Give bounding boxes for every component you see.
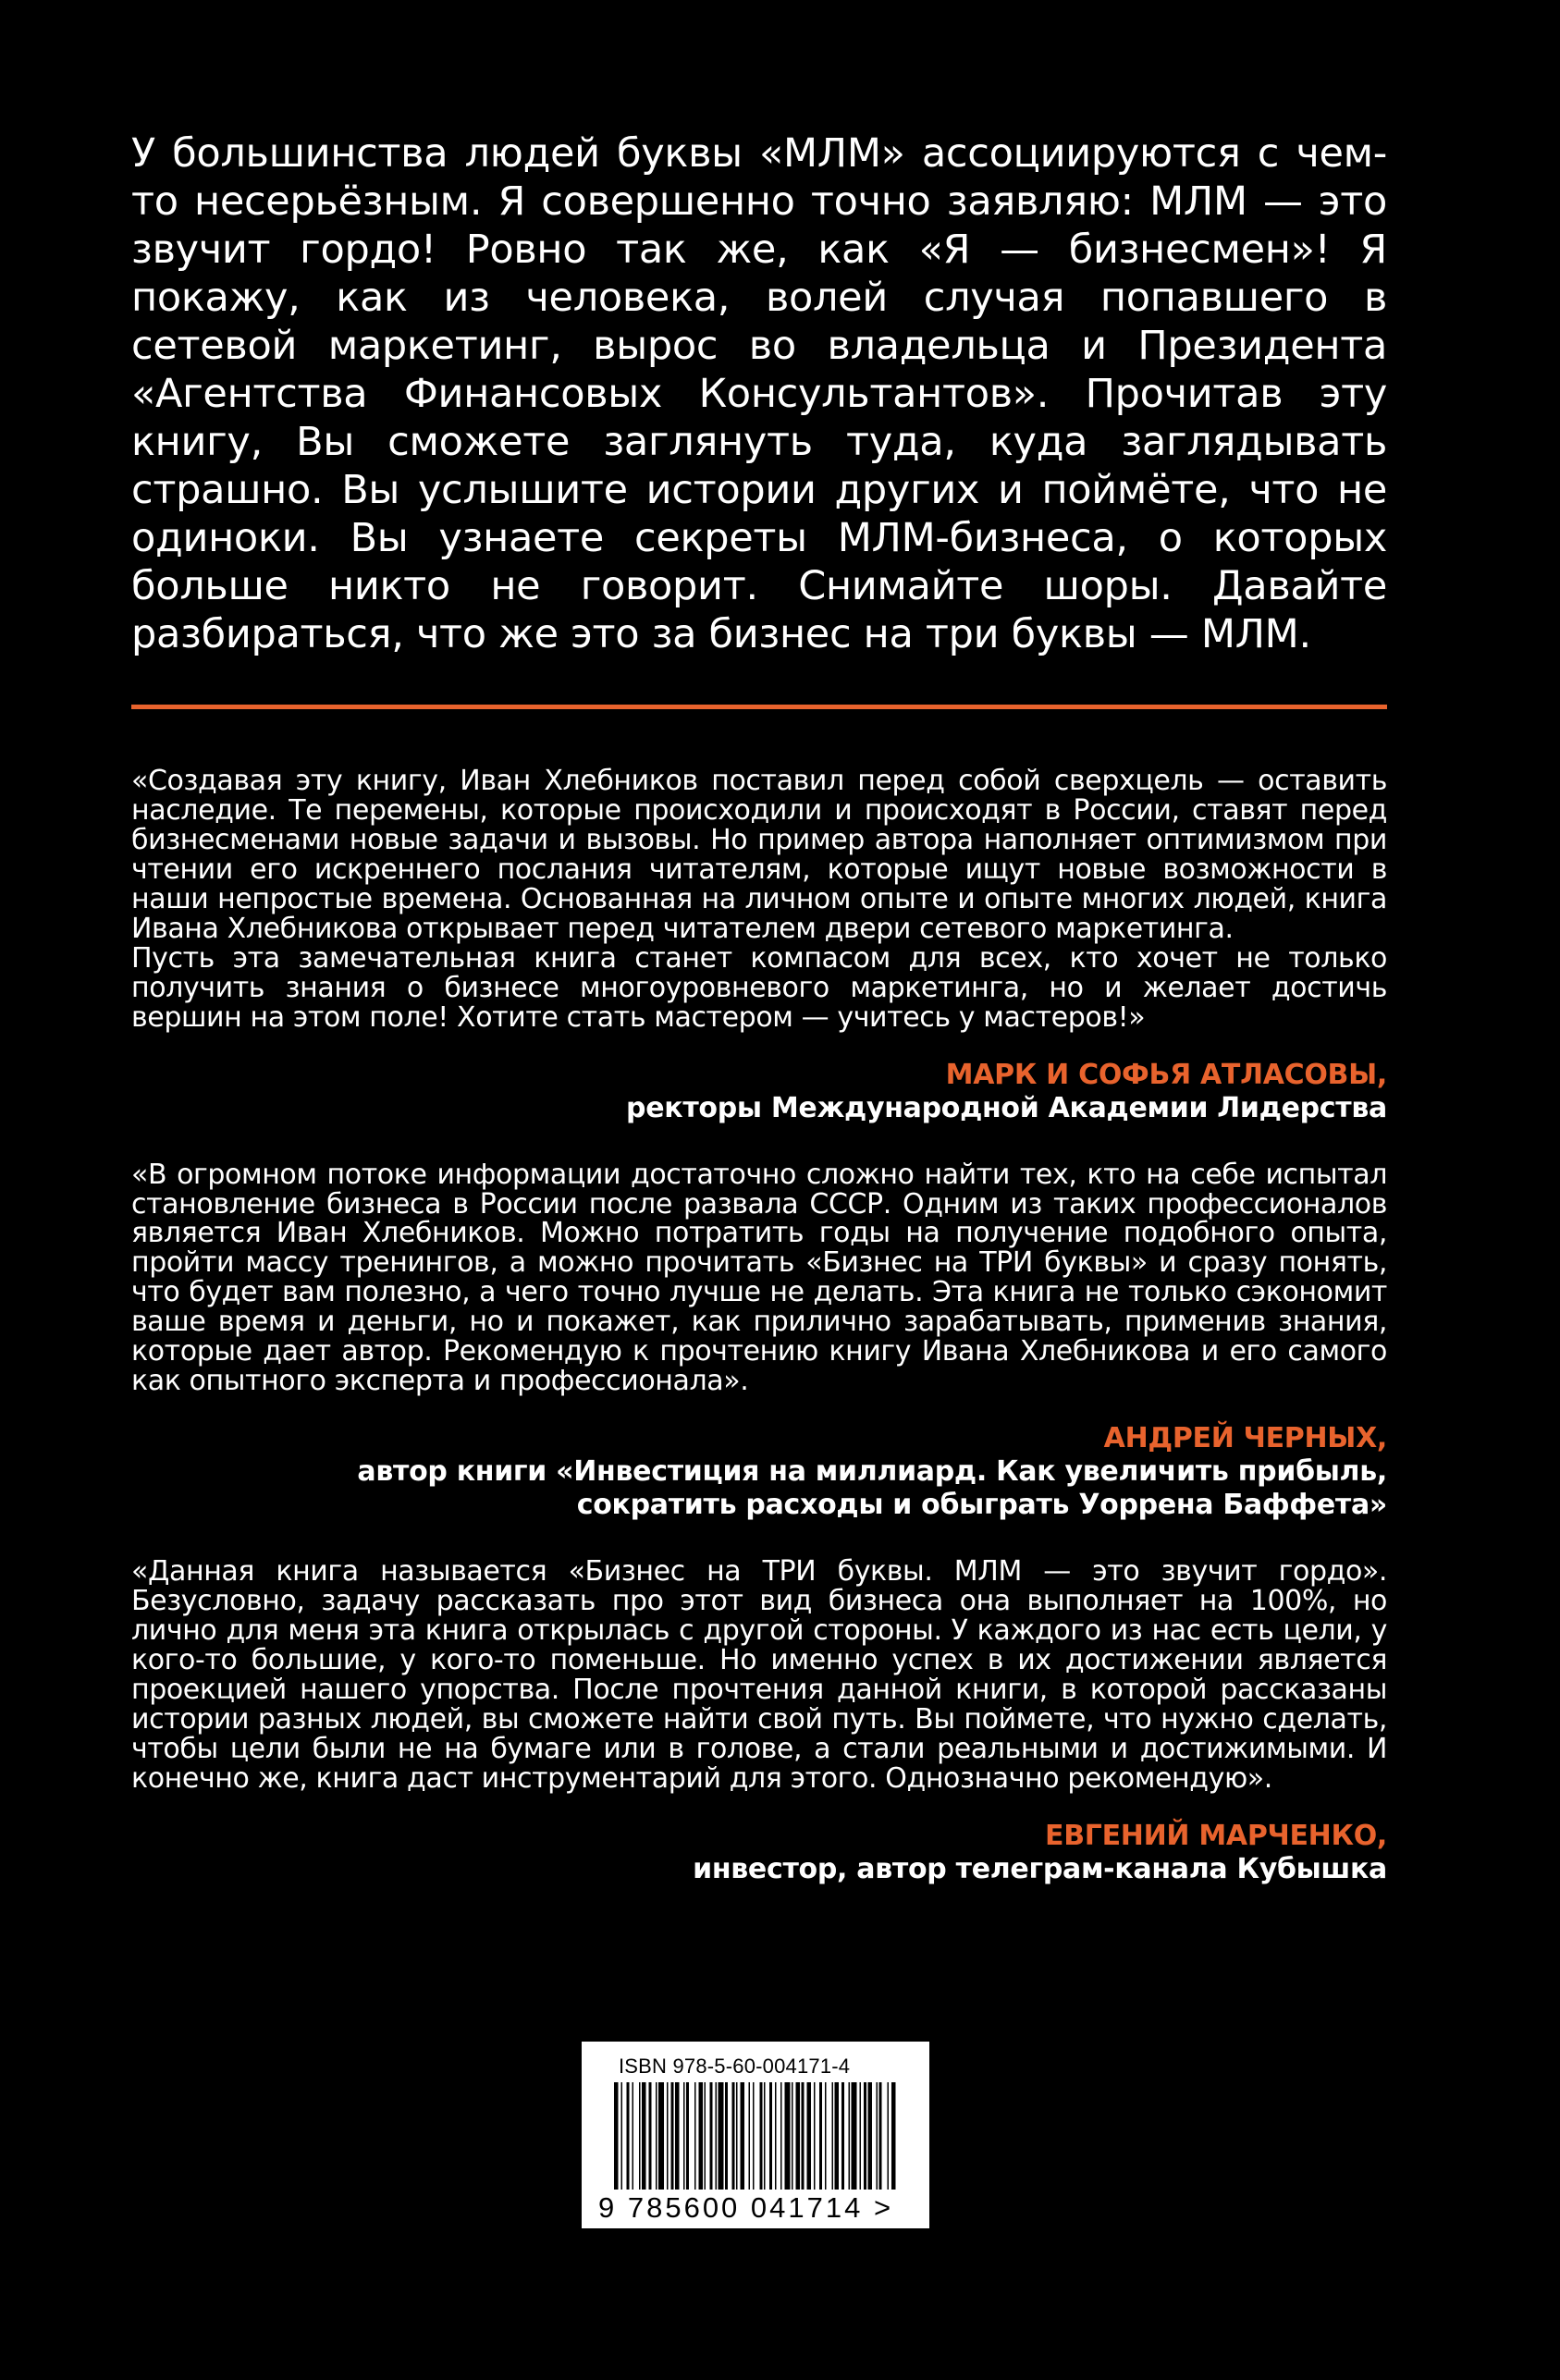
barcode-bar bbox=[780, 2082, 782, 2190]
reviewer-name: АНДРЕЙ ЧЕРНЫХ, bbox=[1103, 1422, 1387, 1455]
barcode-bar bbox=[649, 2082, 652, 2190]
barcode-bar bbox=[656, 2082, 657, 2190]
barcode-bar bbox=[753, 2082, 755, 2190]
barcode-bar bbox=[658, 2082, 664, 2190]
barcode-bar bbox=[614, 2082, 619, 2190]
barcode-bar bbox=[796, 2082, 801, 2190]
reviewer-role-continued: сократить расходы и обыграть Уоррена Баффета» bbox=[576, 1489, 1387, 1522]
barcode-bar bbox=[888, 2082, 890, 2190]
review-text: «Создавая эту книгу, Иван Хлебников поставил перед собой сверхцель — оставить наследие. Те перемены, которые происходили и происходят в России, ставят перед бизнесменами новые задачи и вызовы. Но пример автора наполняет оптимизмом при чтении его искреннего послания читателям, которые ищут новые возможности в наши непростые времена. Основанная на личном опыте и опыте многих людей, книга Ивана Хлебникова открывает перед читателем двери сетевого маркетинга. bbox=[131, 765, 1387, 945]
barcode-bar bbox=[633, 2082, 634, 2190]
review-attribution bbox=[131, 1059, 1387, 1125]
barcode-bar bbox=[741, 2082, 745, 2190]
reviewer-name: ЕВГЕНИЙ МАРЧЕНКО, bbox=[1045, 1819, 1387, 1852]
barcode-bar bbox=[642, 2082, 646, 2190]
isbn-number: ISBN 978-5-60-004171-4 bbox=[619, 2055, 851, 2078]
reviewer-role: автор книги «Инвестиция на миллиард. Как увеличить прибыль, bbox=[357, 1455, 1387, 1489]
barcode-bar bbox=[879, 2082, 882, 2190]
barcode-bar bbox=[852, 2082, 857, 2190]
barcode-bar bbox=[807, 2082, 812, 2190]
reviewer-role: инвестор, автор телеграм-канала Кубышка bbox=[693, 1852, 1387, 1885]
review-text-continued: Пусть эта замечательная книга станет компасом для всех, кто хочет не только получить знания о бизнесе многоуровневого маркетинга, но и желает достичь вершин на этом поле! Хотите стать мастером — учитесь у мастеров!» bbox=[131, 941, 1387, 1034]
barcode-bar bbox=[710, 2082, 713, 2190]
orange-divider bbox=[131, 705, 1387, 709]
barcode-bar bbox=[725, 2082, 728, 2190]
barcode-bar bbox=[749, 2082, 751, 2190]
review-2 bbox=[131, 1160, 1387, 1523]
review-3 bbox=[131, 1557, 1387, 1886]
barcode-digits: 9 785600 041714 > bbox=[598, 2191, 894, 2224]
barcode-bar bbox=[860, 2082, 862, 2190]
review-attribution bbox=[131, 1820, 1387, 1886]
barcode-bar bbox=[819, 2082, 822, 2190]
review-text: «Данная книга называется «Бизнес на ТРИ буквы. МЛМ — это звучит гордо». Безусловно, задачу рассказать про этот вид бизнеса она выполняет на 100%, но лично для меня эта книга открылась с другой стороны. У каждого из нас есть цели, у кого-то большие, у кого-то поменьше. Но именно успех в их достижении является проекцией нашего упорства. После прочтения данной книги, в которой рассказаны истории разных людей, вы сможете найти свой путь. Вы поймете, что нужно сделать, чтобы цели были не на бумаге или в голове, а стали реальными и достижимыми. И конечно же, книга даст инструментарий для этого. Однозначно рекомендую». bbox=[131, 1555, 1387, 1795]
reviewer-name: МАРК И СОФЬЯ АТЛАСОВЫ, bbox=[945, 1058, 1387, 1091]
barcode-bar bbox=[736, 2082, 738, 2190]
barcode-bar bbox=[671, 2082, 674, 2190]
barcode-bar bbox=[764, 2082, 766, 2190]
barcode-bar bbox=[667, 2082, 669, 2190]
reviewer-role: ректоры Международной Академии Лидерства bbox=[626, 1091, 1387, 1124]
review-1 bbox=[131, 767, 1387, 1124]
intro-paragraph: У большинства людей буквы «МЛМ» ассоциируются с чем-то несерьёзным. Я совершенно точно заявляю: МЛМ — это звучит гордо! Ровно так же, как «Я — бизнесмен»! Я покажу, как из человека, волей случая попавшего в сетевой маркетинг, вырос во владельца и Президента «Агентства Финансовых Консультантов». Прочитав эту книгу, Вы сможете заглянуть туда, куда заглядывать страшно. Вы услышите истории других и поймёте, что не одиноки. Вы узнаете секреты МЛМ-бизнеса, о которых больше никто не говорит. Снимайте шоры. Давайте разбираться, что же это за бизнес на три буквы — МЛМ. bbox=[131, 130, 1387, 658]
barcode-bar bbox=[716, 2082, 718, 2190]
barcode-bar bbox=[877, 2082, 878, 2190]
barcode-bar bbox=[675, 2082, 680, 2190]
barcode-bar bbox=[841, 2082, 844, 2190]
barcode-bar bbox=[683, 2082, 685, 2190]
barcode-bar bbox=[719, 2082, 724, 2190]
barcode-bar bbox=[864, 2082, 866, 2190]
barcode-bar bbox=[705, 2082, 706, 2190]
barcode-bar bbox=[694, 2082, 696, 2190]
barcode-bar bbox=[686, 2082, 689, 2190]
barcode-bar bbox=[760, 2082, 763, 2190]
barcode-bar bbox=[639, 2082, 641, 2190]
barcode-bar bbox=[814, 2082, 816, 2190]
barcode-bar bbox=[785, 2082, 791, 2190]
isbn-barcode bbox=[582, 2042, 929, 2228]
barcode-bar bbox=[832, 2082, 834, 2190]
barcode-bar bbox=[802, 2082, 805, 2190]
review-text: «В огромном потоке информации достаточно сложно найти тех, кто на себе испытал становление бизнеса в России после развала СССР. Одним из таких профессионалов является Иван Хлебников. Можно потратить годы на получение подобного опыта, пройти массу тренингов, а можно прочитать «Бизнес на ТРИ буквы» и сразу понять, что будет вам полезно, а чего точно лучше не делать. Эта книга не только сэкономит ваше время и деньги, но и покажет, как прилично зарабатывать, применив знания, которые дает автор. Рекомендую к прочтению книгу Ивана Хлебникова и его самого как опытного эксперта и профессионала». bbox=[131, 1158, 1387, 1398]
barcode-bar bbox=[621, 2082, 623, 2190]
barcode-bar bbox=[849, 2082, 851, 2190]
barcode-bar bbox=[627, 2082, 630, 2190]
barcode-bars bbox=[614, 2082, 901, 2193]
barcode-bar bbox=[732, 2082, 735, 2190]
barcode-bar bbox=[699, 2082, 704, 2190]
back-cover-content bbox=[131, 129, 1387, 1921]
barcode-bar bbox=[825, 2082, 827, 2190]
barcode-bar bbox=[868, 2082, 873, 2190]
review-attribution bbox=[131, 1422, 1387, 1522]
barcode-bar bbox=[792, 2082, 793, 2190]
barcode-bar bbox=[775, 2082, 777, 2190]
barcode-bar bbox=[891, 2082, 896, 2190]
barcode-bar bbox=[769, 2082, 772, 2190]
barcode-bar bbox=[835, 2082, 840, 2190]
